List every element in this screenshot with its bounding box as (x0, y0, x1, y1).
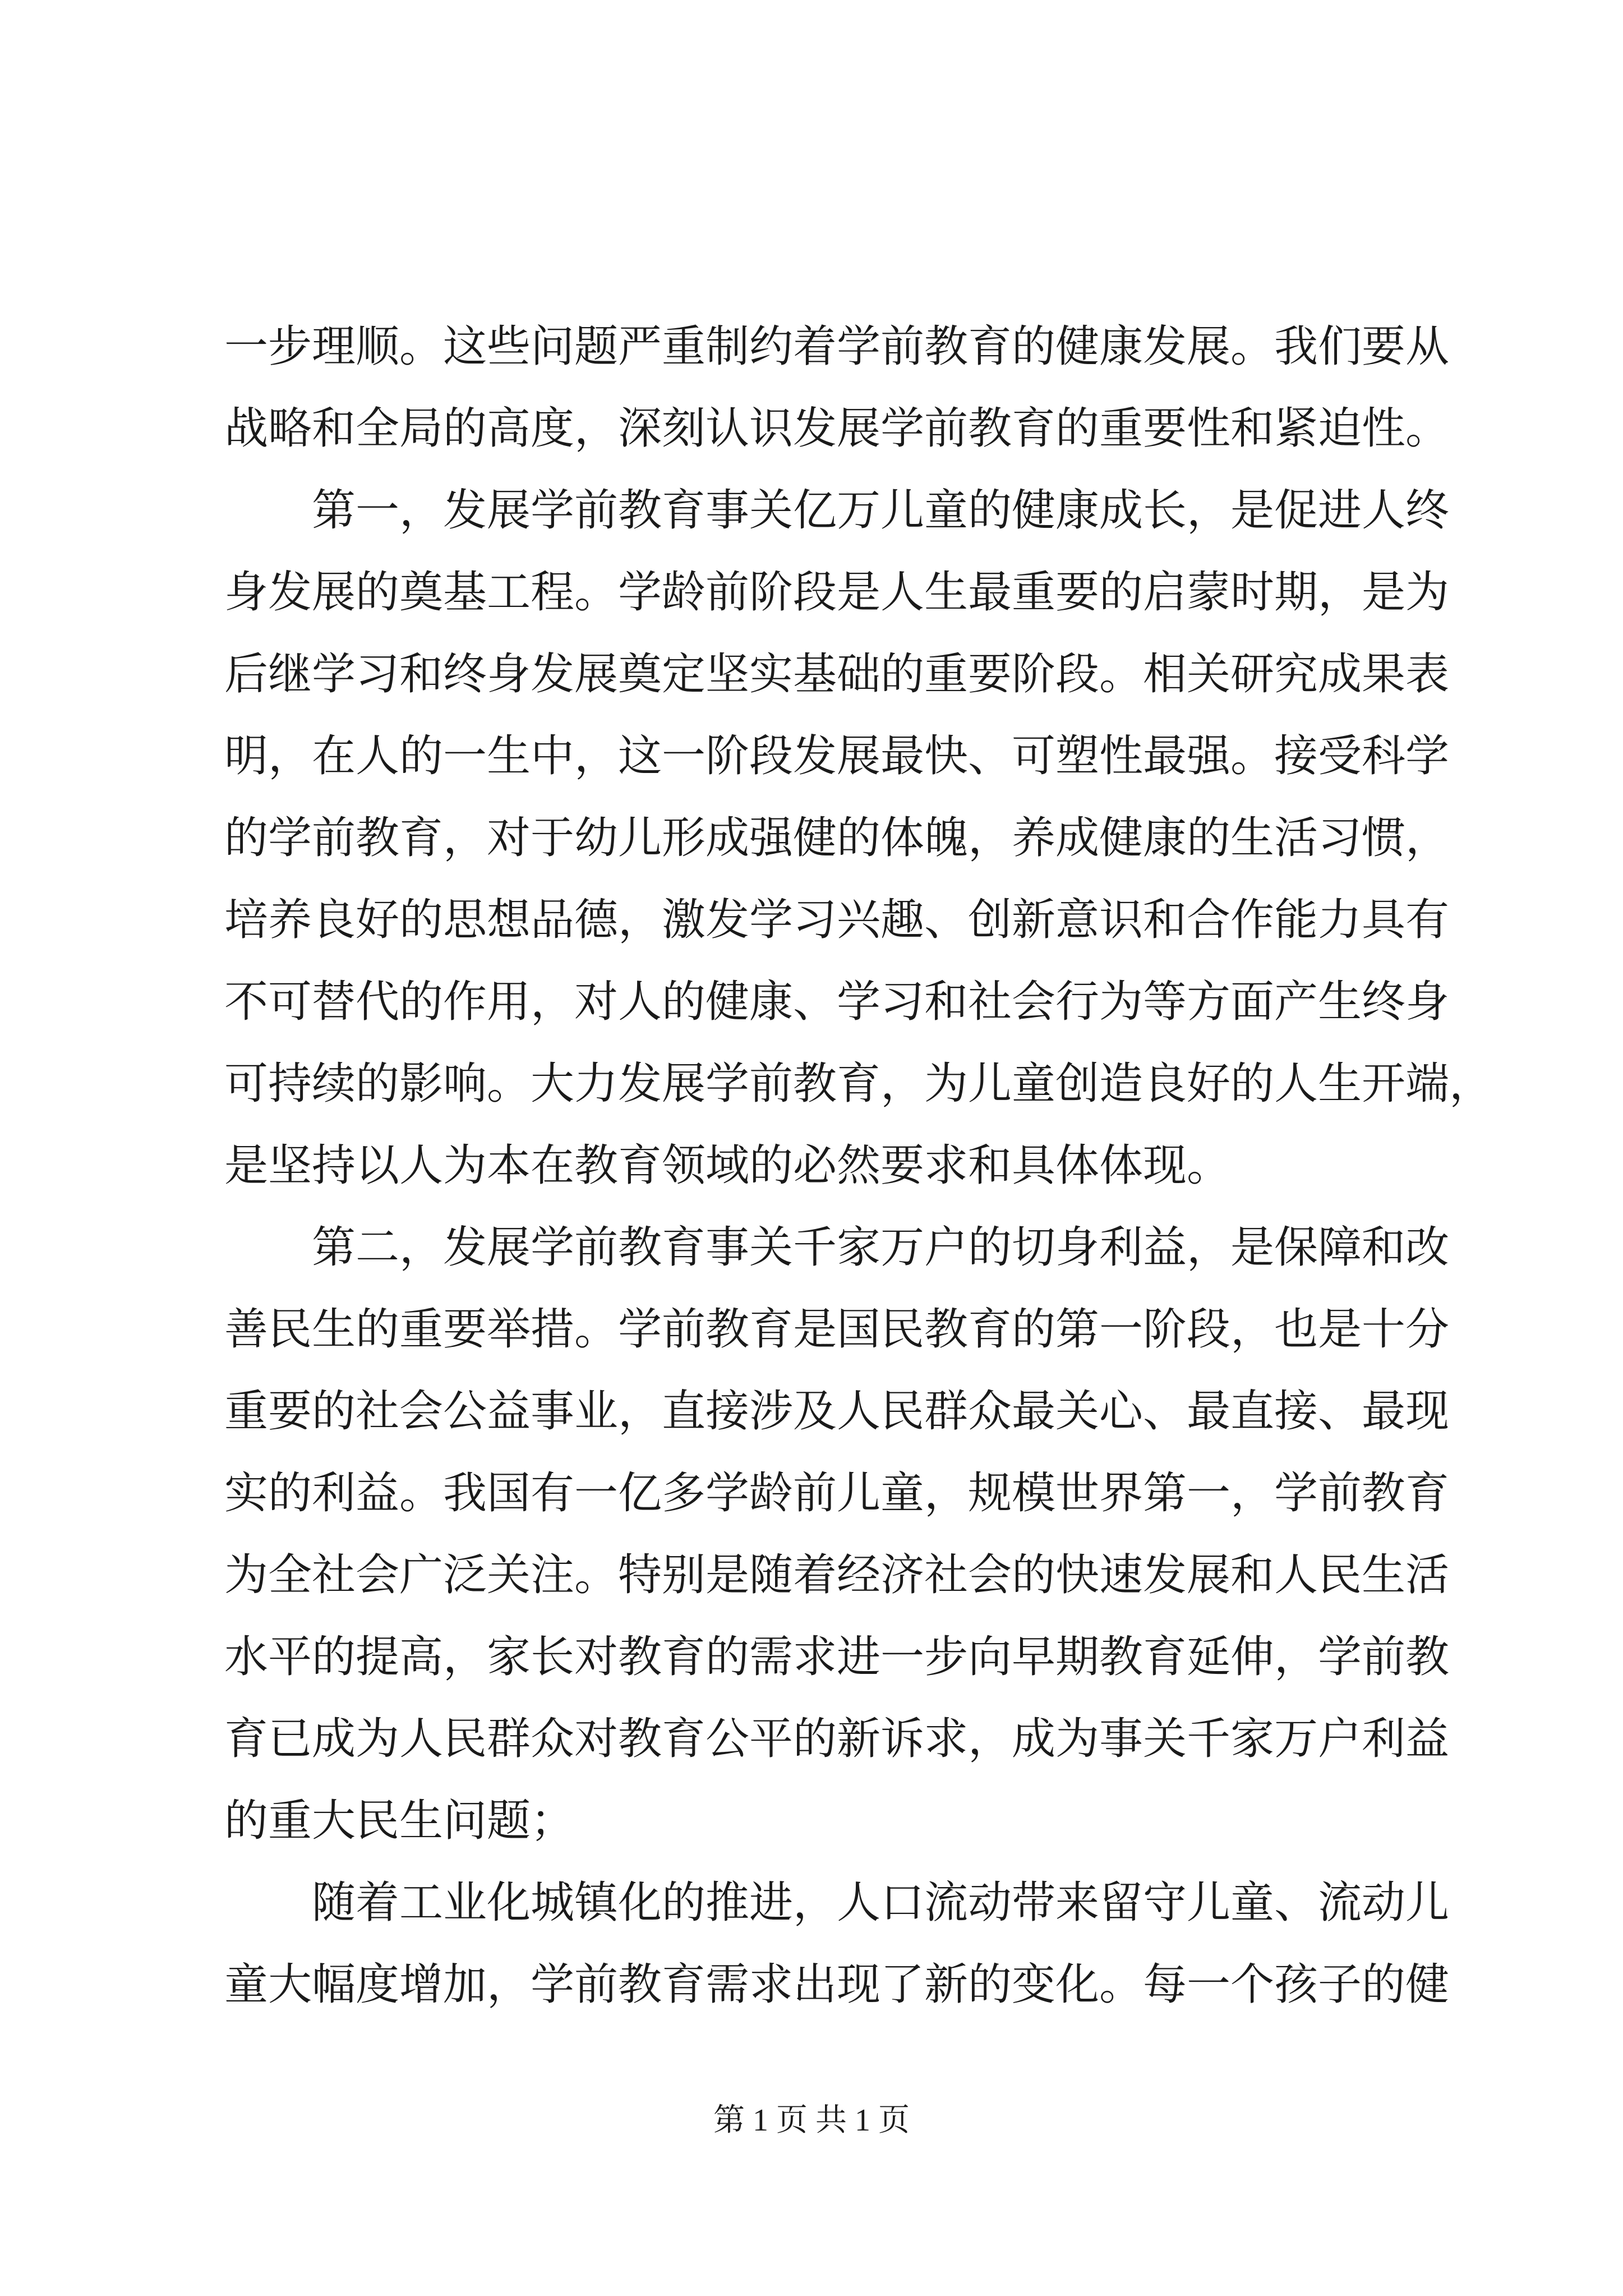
text-line: 育已成为人民群众对教育公平的新诉求，成为事关千家万户利益 (224, 1714, 1450, 1764)
text-line: 一步理顺。这些问题严重制约着学前教育的健康发展。我们要从 (224, 321, 1450, 372)
text-line: 善民生的重要举措。学前教育是国民教育的第一阶段，也是十分 (224, 1304, 1450, 1355)
text-line: 的重大民生问题； (224, 1796, 575, 1846)
text-line: 为全社会广泛关注。特别是随着经济社会的快速发展和人民生活 (224, 1550, 1450, 1600)
text-line: 的学前教育，对于幼儿形成强健的体魄，养成健康的生活习惯， (224, 813, 1450, 863)
text-line: 不可替代的作用，对人的健康、学习和社会行为等方面产生终身 (224, 977, 1450, 1027)
page-footer: 第 1 页 共 1 页 (713, 2103, 910, 2138)
text-line: 战略和全局的高度，深刻认识发展学前教育的重要性和紧迫性。 (224, 403, 1450, 454)
text-line: 实的利益。我国有一亿多学龄前儿童，规模世界第一，学前教育 (224, 1468, 1450, 1519)
text-line: 第二，发展学前教育事关千家万户的切身利益，是保障和改 (312, 1222, 1450, 1273)
document-body (224, 306, 1493, 2026)
text-line: 培养良好的思想品德，激发学习兴趣、创新意识和合作能力具有 (224, 895, 1450, 945)
text-line: 重要的社会公益事业，直接涉及人民群众最关心、最直接、最现 (224, 1386, 1450, 1437)
text-line: 后继学习和终身发展奠定坚实基础的重要阶段。相关研究成果表 (224, 649, 1450, 700)
text-line: 第一，发展学前教育事关亿万儿童的健康成长，是促进人终 (312, 485, 1450, 536)
text-line: 是坚持以人为本在教育领域的必然要求和具体体现。 (224, 1140, 1231, 1191)
text-line: 随着工业化城镇化的推进，人口流动带来留守儿童、流动儿 (312, 1878, 1450, 1928)
text-line: 身发展的奠基工程。学龄前阶段是人生最重要的启蒙时期，是为 (224, 567, 1450, 618)
text-line: 水平的提高，家长对教育的需求进一步向早期教育延伸，学前教 (224, 1632, 1450, 1682)
text-line: 可持续的影响。大力发展学前教育，为儿童创造良好的人生开端， (224, 1059, 1493, 1109)
text-line: 童大幅度增加，学前教育需求出现了新的变化。每一个孩子的健 (224, 1959, 1450, 2010)
text-line: 明，在人的一生中，这一阶段发展最快、可塑性最强。接受科学 (224, 731, 1450, 781)
